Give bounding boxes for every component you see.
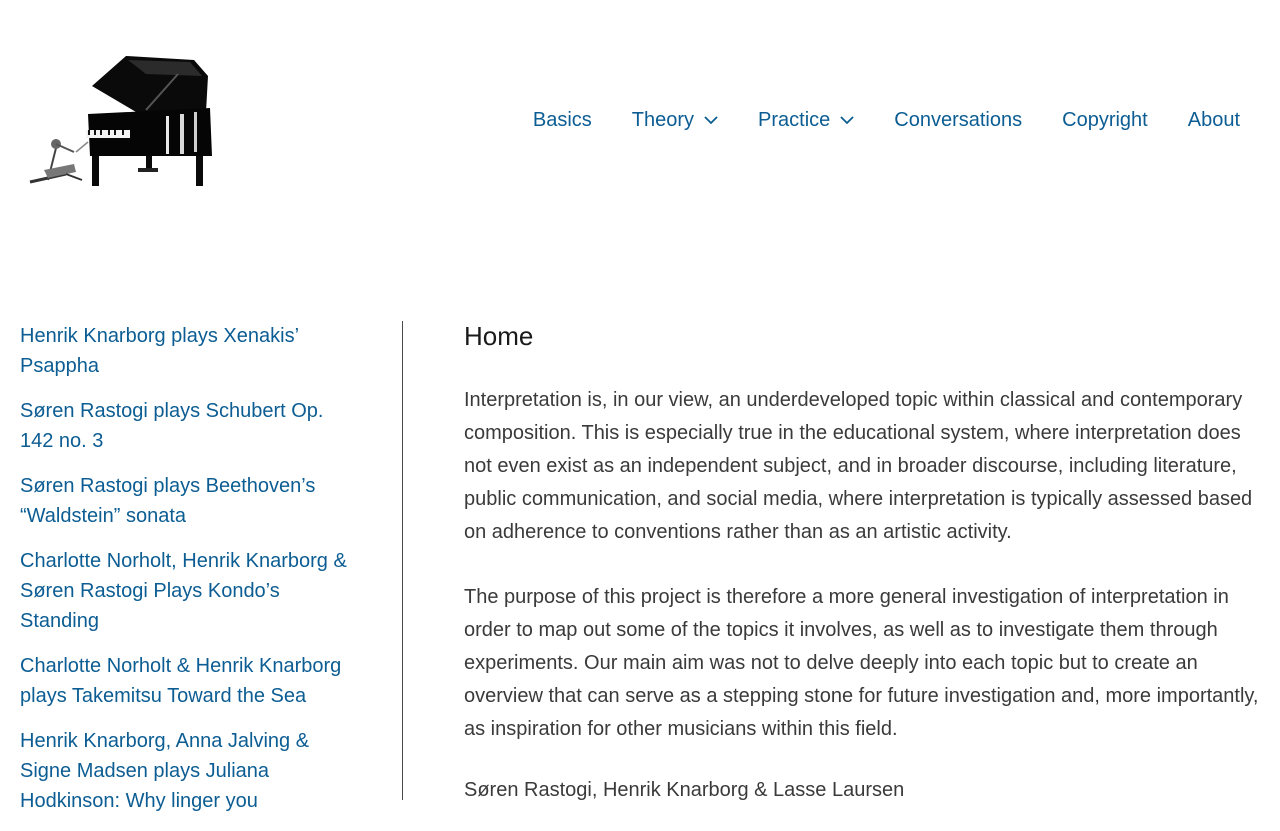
- main-content: [464, 318, 1264, 807]
- nav-item-label: Practice: [758, 108, 831, 131]
- chevron-down-icon: [840, 115, 854, 125]
- nav-item-label: About: [1187, 108, 1240, 131]
- chevron-down-icon: [704, 115, 718, 125]
- sidebar-recent-posts: [20, 321, 350, 831]
- sidebar-post-link[interactable]: Søren Rastogi plays Schubert Op. 142 no. 3: [20, 400, 324, 452]
- sidebar-post-link[interactable]: Henrik Knarborg plays Xenakis’ Psappha: [20, 325, 299, 377]
- sidebar-post-link[interactable]: Henrik Knarborg, Anna Jalving & Signe Madsen plays Juliana Hodkinson: Why linger you: [20, 730, 310, 812]
- nav-item-label: Basics: [532, 108, 592, 131]
- nav-item-label: Copyright: [1062, 108, 1148, 131]
- nav-item-copyright[interactable]: [1062, 109, 1148, 132]
- nav-item-label: Theory: [631, 108, 695, 131]
- site-logo[interactable]: [26, 52, 216, 188]
- nav-item-theory[interactable]: [632, 109, 718, 132]
- intro-paragraph: Interpretation is, in our view, an underdeveloped topic within classical and contemporary composition. This is especially true in the educational system, where interpretation does not even exist as an independent subject, and in broader discourse, including literature, public communication, and social media, where interpretation is typically assessed based on adherence to conventions rather than as an artistic activity.: [464, 389, 1253, 543]
- nav-item-conversations[interactable]: [894, 109, 1022, 132]
- sidebar-post-link[interactable]: Charlotte Norholt & Henrik Knarborg plays Takemitsu Toward the Sea: [20, 655, 342, 707]
- site-header: [0, 0, 1280, 240]
- main-navigation: [533, 104, 1240, 136]
- piano-logo-icon: [26, 52, 216, 188]
- page-title: Home: [464, 321, 534, 351]
- nav-item-about[interactable]: [1188, 109, 1240, 132]
- nav-item-basics[interactable]: [533, 109, 592, 132]
- nav-item-practice[interactable]: [758, 109, 854, 132]
- purpose-paragraph: The purpose of this project is therefore a more general investigation of interpretation in order to map out some of the topics it involves, as well as to investigate them through experiments. Our main aim was not to delve deeply into each topic but to create an overview that can serve as a stepping stone for future investigation and, more importantly, as inspiration for other musicians within this field.: [464, 586, 1259, 740]
- authors-signature: Søren Rastogi, Henrik Knarborg & Lasse Laursen: [464, 779, 905, 801]
- nav-item-label: Conversations: [894, 108, 1023, 131]
- sidebar-post-link[interactable]: Søren Rastogi plays Beethoven’s “Waldstein” sonata: [20, 475, 316, 527]
- sidebar-divider: [402, 321, 403, 800]
- sidebar-post-link[interactable]: Charlotte Norholt, Henrik Knarborg & Søren Rastogi Plays Kondo’s Standing: [20, 550, 347, 632]
